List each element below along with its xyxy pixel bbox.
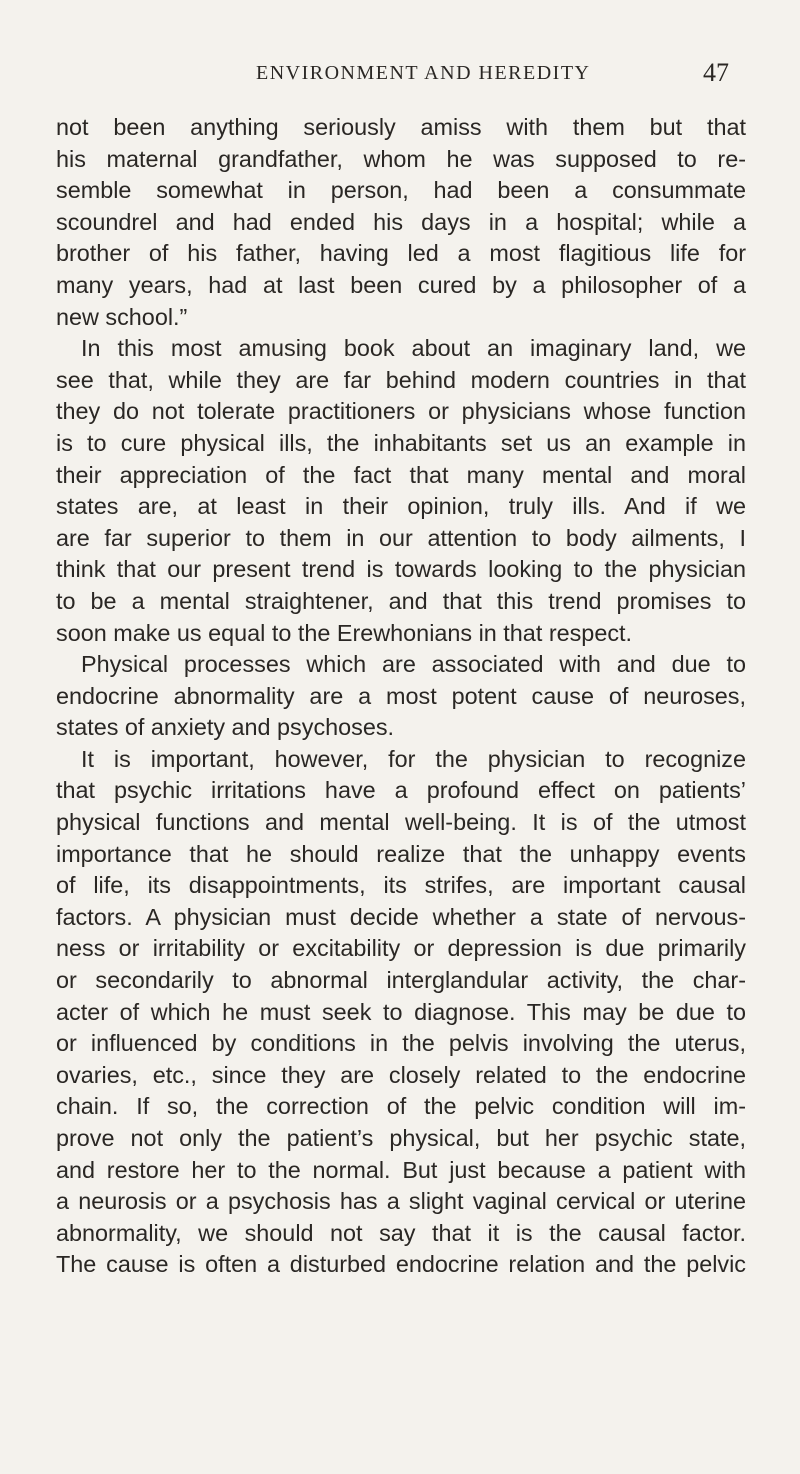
- text-line: The cause is often a disturbed endocrine relation and the pelvic: [56, 1251, 746, 1278]
- text-line: physical functions and mental well-being. It is of the utmost: [56, 809, 746, 836]
- text-line: acter of which he must seek to diagnose. This may be due to: [56, 998, 746, 1025]
- text-line: states are, at least in their opinion, truly ills. And if we: [56, 493, 746, 520]
- text-line: see that, while they are far behind modern countries in that: [56, 366, 746, 393]
- text-line: new school.”: [56, 303, 188, 330]
- running-title: ENVIRONMENT AND HEREDITY: [256, 62, 591, 84]
- text-line: ovaries, etc., since they are closely related to the endocrine: [56, 1061, 746, 1088]
- text-line: or influenced by conditions in the pelvis involving the uterus,: [56, 1030, 746, 1057]
- text-line: In this most amusing book about an imaginary land, we: [81, 335, 746, 362]
- text-line: a neurosis or a psychosis has a slight vaginal cervical or uterine: [56, 1188, 746, 1215]
- body-text: [56, 112, 746, 1281]
- text-line: or secondarily to abnormal interglandular activity, the char-: [56, 967, 746, 994]
- text-line: Physical processes which are associated with and due to: [81, 651, 746, 678]
- text-line: endocrine abnormality are a most potent cause of neuroses,: [56, 682, 746, 709]
- text-line: It is important, however, for the physician to recognize: [81, 745, 746, 772]
- text-line: abnormality, we should not say that it is the causal factor.: [56, 1219, 746, 1246]
- text-line: not been anything seriously amiss with them but that: [56, 114, 746, 140]
- paragraph-1: [56, 112, 746, 333]
- text-line: his maternal grandfather, whom he was supposed to re-: [56, 145, 746, 172]
- text-line: of life, its disappointments, its strifes, are important causal: [56, 872, 746, 899]
- text-line: to be a mental straightener, and that this trend promises to: [56, 587, 746, 614]
- text-line: their appreciation of the fact that many mental and moral: [56, 461, 746, 488]
- paragraph-2: [56, 333, 746, 649]
- text-line: are far superior to them in our attention to body ailments, I: [56, 524, 746, 551]
- text-line: think that our present trend is towards looking to the physician: [56, 556, 746, 583]
- text-line: many years, had at last been cured by a philosopher of a: [56, 271, 746, 298]
- page-number: 47: [703, 58, 729, 87]
- text-line: and restore her to the normal. But just because a patient with: [56, 1156, 746, 1183]
- paragraph-3: [56, 649, 746, 744]
- text-line: brother of his father, having led a most flagitious life for: [56, 240, 746, 267]
- text-line: factors. A physician must decide whether a state of nervous-: [56, 903, 746, 930]
- text-line: that psychic irritations have a profound effect on patients’: [56, 777, 746, 804]
- text-line: ness or irritability or excitability or depression is due primarily: [56, 935, 746, 962]
- text-line: chain. If so, the correction of the pelvic condition will im-: [56, 1093, 746, 1120]
- text-line: soon make us equal to the Erewhonians in that respect.: [56, 619, 633, 646]
- text-line: states of anxiety and psychoses.: [56, 714, 395, 741]
- text-line: semble somewhat in person, had been a consummate: [56, 177, 746, 204]
- text-line: they do not tolerate practitioners or physicians whose function: [56, 398, 746, 425]
- running-head: [0, 58, 800, 92]
- text-line: is to cure physical ills, the inhabitants set us an example in: [56, 429, 746, 456]
- text-line: prove not only the patient’s physical, but her psychic state,: [56, 1125, 746, 1151]
- text-line: scoundrel and had ended his days in a hospital; while a: [56, 208, 746, 235]
- paragraph-4: [56, 744, 746, 1281]
- text-line: importance that he should realize that the unhappy events: [56, 840, 746, 867]
